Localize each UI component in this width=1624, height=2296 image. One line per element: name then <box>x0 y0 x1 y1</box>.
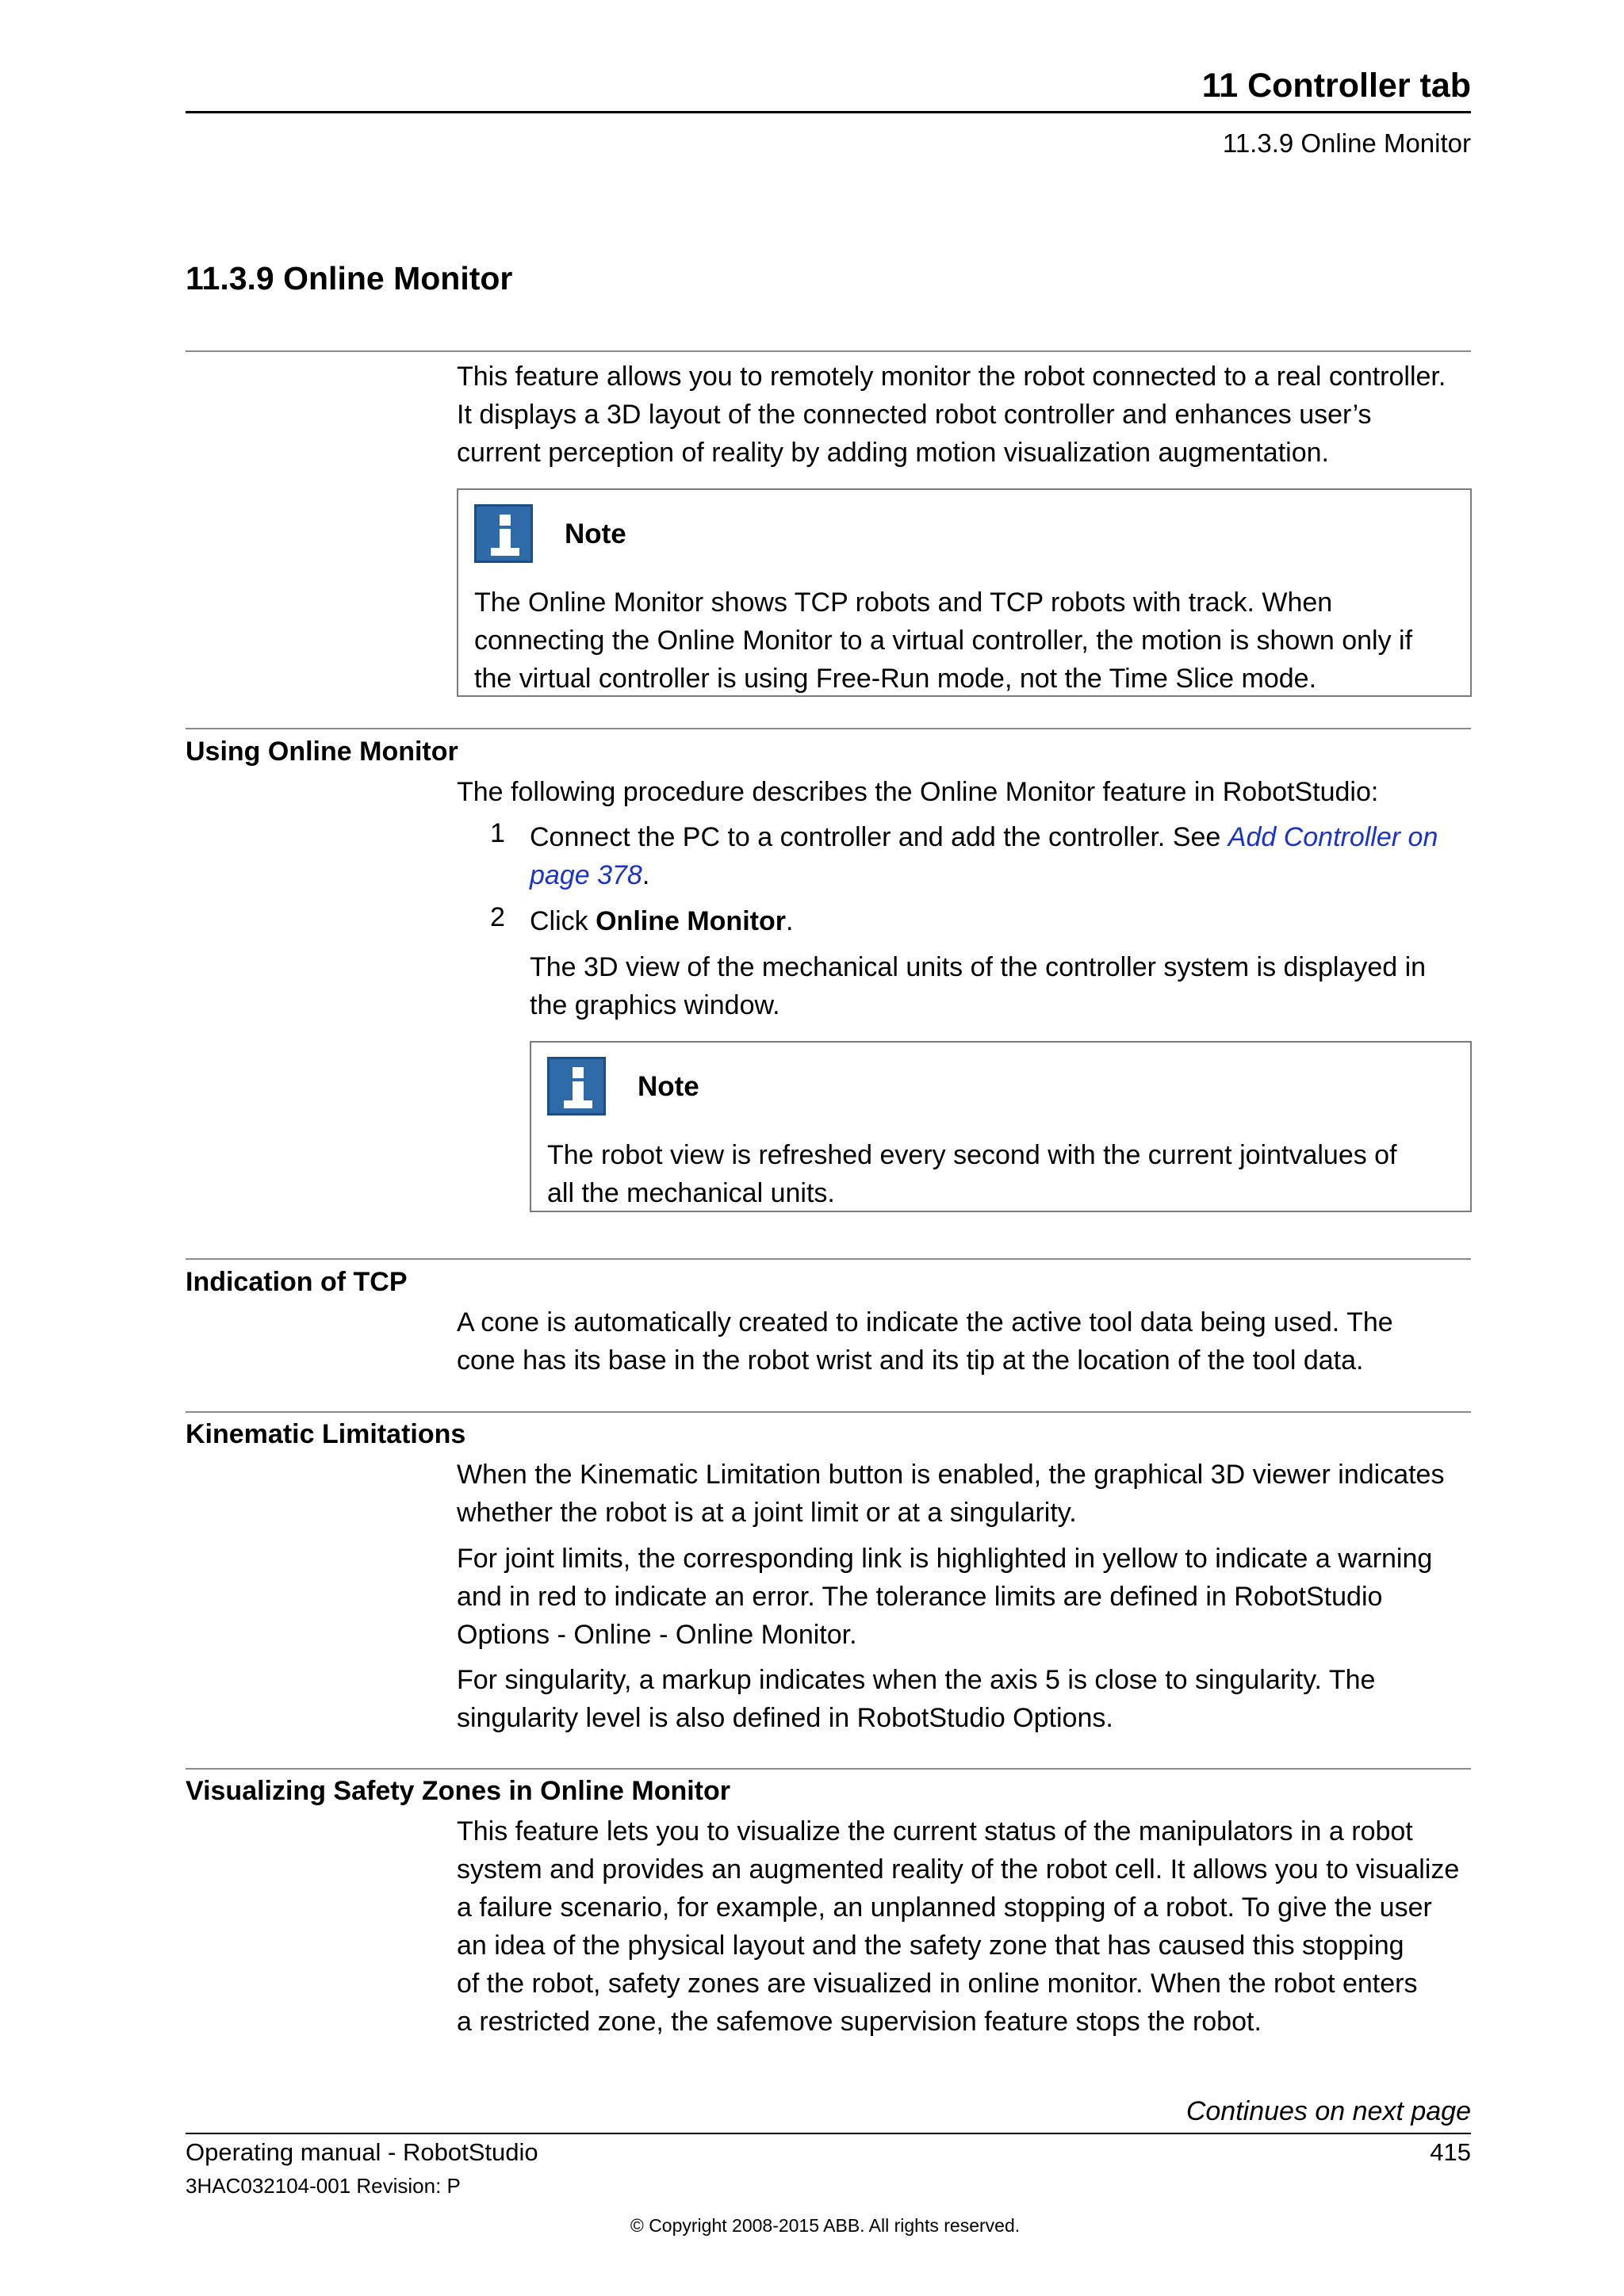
kinematic-line: For joint limits, the corresponding link is highlighted in yellow to indicate a warning <box>457 1544 1433 1574</box>
note-line: The robot view is refreshed every second with the current jointvalues of <box>547 1140 1397 1170</box>
divider <box>186 1768 1471 1770</box>
kinematic-paragraph <box>457 1540 1472 1654</box>
step-number: 2 <box>490 902 505 932</box>
intro-paragraph <box>457 358 1472 472</box>
footer-rule <box>186 2133 1471 2134</box>
document-id: 3HAC032104-001 Revision: P <box>186 2174 461 2198</box>
step-text-part: . <box>642 860 650 890</box>
step-text-part: Click <box>530 906 596 936</box>
step-text <box>530 902 1472 940</box>
page-number: 415 <box>1430 2138 1471 2166</box>
using-intro: The following procedure describes the Online Monitor feature in RobotStudio: <box>457 777 1379 807</box>
safety-line: an idea of the physical layout and the safety zone that has caused this stopping <box>457 1931 1404 1961</box>
add-controller-link-page[interactable]: page 378 <box>530 860 642 890</box>
divider <box>186 1411 1471 1413</box>
step-text-part: . <box>785 906 794 936</box>
manual-title: Operating manual - RobotStudio <box>186 2138 538 2166</box>
header-rule <box>186 111 1471 113</box>
step-detail <box>530 948 1472 1024</box>
safety-line: a restricted zone, the safemove supervision feature stops the robot. <box>457 2007 1262 2037</box>
note-text <box>547 1136 1462 1212</box>
kinematic-line: singularity level is also defined in RobotStudio Options. <box>457 1703 1113 1733</box>
safety-heading: Visualizing Safety Zones in Online Monitor <box>186 1776 731 1806</box>
note-label: Note <box>565 519 626 549</box>
kinematic-line: When the Kinematic Limitation button is enabled, the graphical 3D viewer indicates <box>457 1460 1445 1490</box>
divider <box>186 350 1471 352</box>
info-icon <box>474 504 533 563</box>
divider <box>186 728 1471 729</box>
tcp-line: A cone is automatically created to indicate the active tool data being used. The <box>457 1307 1393 1337</box>
note-text <box>474 584 1462 698</box>
tcp-line: cone has its base in the robot wrist and its tip at the location of the tool data. <box>457 1345 1364 1376</box>
add-controller-link[interactable]: Add Controller on <box>1228 822 1438 852</box>
divider <box>186 1258 1471 1260</box>
note-box <box>530 1041 1472 1212</box>
online-monitor-command: Online Monitor <box>596 906 786 936</box>
step-number: 1 <box>490 818 505 848</box>
kinematic-paragraph <box>457 1661 1472 1737</box>
note-line: the virtual controller is using Free-Run mode, not the Time Slice mode. <box>474 664 1317 694</box>
kinematic-line: Options - Online - Online Monitor. <box>457 1620 857 1650</box>
intro-line: This feature allows you to remotely monitor the robot connected to a real controller. <box>457 362 1446 392</box>
tcp-heading: Indication of TCP <box>186 1267 408 1297</box>
note-label: Note <box>638 1071 699 1102</box>
copyright: © Copyright 2008-2015 ABB. All rights reserved. <box>630 2215 1021 2236</box>
safety-line: of the robot, safety zones are visualized in online monitor. When the robot enters <box>457 1969 1418 1999</box>
section-header: 11.3.9 Online Monitor <box>1222 128 1471 158</box>
note-box <box>457 488 1472 697</box>
step-text-part: Connect the PC to a controller and add the controller. See <box>530 822 1228 852</box>
safety-paragraph <box>457 1812 1472 2041</box>
continues-label: Continues on next page <box>1185 2096 1471 2126</box>
step-detail-line: The 3D view of the mechanical units of the controller system is displayed in <box>530 952 1427 982</box>
step-detail-line: the graphics window. <box>530 990 780 1020</box>
using-heading: Using Online Monitor <box>186 737 458 767</box>
kinematic-line: For singularity, a markup indicates when the axis 5 is close to singularity. The <box>457 1665 1376 1695</box>
note-line: connecting the Online Monitor to a virtual controller, the motion is shown only if <box>474 626 1413 656</box>
kinematic-heading: Kinematic Limitations <box>186 1419 466 1449</box>
tcp-paragraph <box>457 1303 1472 1380</box>
kinematic-line: whether the robot is at a joint limit or at a singularity. <box>457 1498 1077 1528</box>
step-text <box>530 818 1472 894</box>
section-title: 11.3.9 Online Monitor <box>186 260 513 297</box>
safety-line: This feature lets you to visualize the current status of the manipulators in a robot <box>457 1816 1413 1846</box>
intro-line: It displays a 3D layout of the connected robot controller and enhances user’s <box>457 400 1372 430</box>
note-line: all the mechanical units. <box>547 1178 835 1208</box>
safety-line: system and provides an augmented reality of the robot cell. It allows you to visualize <box>457 1854 1460 1885</box>
kinematic-line: and in red to indicate an error. The tolerance limits are defined in RobotStudio <box>457 1582 1383 1612</box>
chapter-header: 11 Controller tab <box>1201 67 1471 105</box>
kinematic-paragraph <box>457 1456 1472 1532</box>
intro-line: current perception of reality by adding motion visualization augmentation. <box>457 438 1329 468</box>
safety-line: a failure scenario, for example, an unplanned stopping of a robot. To give the user <box>457 1892 1432 1923</box>
note-line: The Online Monitor shows TCP robots and TCP robots with track. When <box>474 587 1333 618</box>
info-icon <box>547 1057 606 1115</box>
